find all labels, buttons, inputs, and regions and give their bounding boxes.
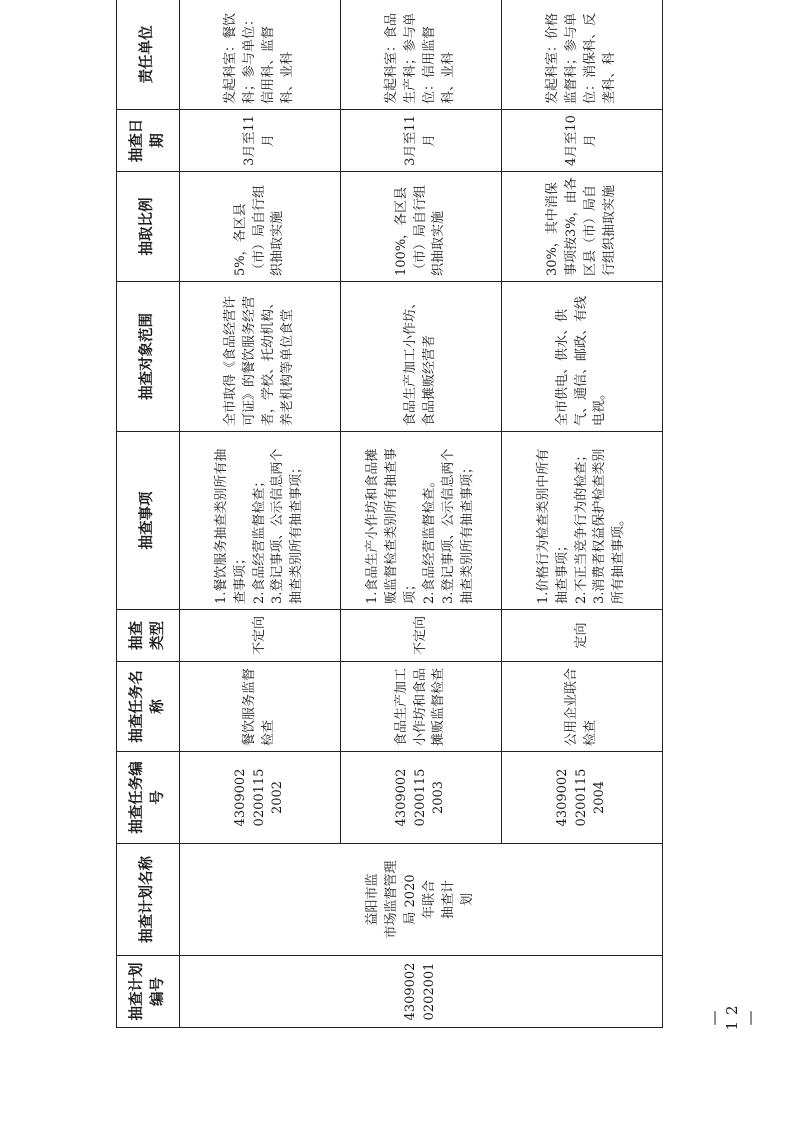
responsible-cell: 发起科室：价格监督科；参与单位：消保科、反垄科、科 — [502, 0, 663, 110]
items-cell — [502, 432, 663, 610]
plan-name-cell: 益阳市监 市场监督管理 局 2020 年联合 抽查计 划 — [180, 844, 663, 956]
header-date: 抽查日期 — [117, 110, 180, 172]
plan-id-cell: 4309002 0202001 — [180, 956, 663, 1028]
responsible-cell: 发起科室：餐饮科；参与单位：信用科、监督科、业科 — [180, 0, 341, 110]
rotated-table-sheet — [116, 12, 636, 1028]
item-line: 1.餐饮服务抽查类别所有抽查事项； — [213, 448, 248, 604]
item-line: 3.登记事项、公示信息两个抽查类别所有抽查事项； — [440, 448, 475, 604]
item-line: 1.价格行为检查类别中所有抽查事项； — [535, 448, 570, 604]
header-task-id: 抽查任务编号 — [117, 752, 180, 844]
type-cell: 不定向 — [180, 610, 341, 662]
task-name-cell: 公用企业联合检查 — [502, 662, 663, 752]
item-line: 2.食品经营监督检查。 — [422, 474, 437, 604]
ratio-cell: 5%，各区县（市）局自行组织抽取实施 — [180, 172, 341, 282]
item-line: 2.不正当竞争行为的检查； — [573, 448, 589, 604]
header-row — [117, 0, 180, 1028]
header-responsible: 责任单位 — [117, 0, 180, 110]
type-cell: 不定向 — [341, 610, 502, 662]
type-cell: 定向 — [502, 610, 663, 662]
header-scope: 抽查对象范围 — [117, 282, 180, 432]
header-items: 抽查事项 — [117, 432, 180, 610]
item-line: 3.登记事项、公示信息两个抽查类别所有抽查事项； — [270, 448, 305, 604]
task-id-cell: 4309002 0200115 2002 — [180, 752, 341, 844]
scope-cell: 全市取得《食品经营许可证》的餐饮服务经营者，学校、托幼机构、养老机构等单位食堂 — [180, 282, 341, 432]
scope-cell: 全市供电、供水、供气、通信、邮政、有线电视。 — [502, 282, 663, 432]
ratio-cell: 100%，各区县（市）局自行组织抽取实施 — [341, 172, 502, 282]
date-cell: 3月至11月 — [341, 110, 502, 172]
responsible-cell: 发起科室：食品生产科；参与单位：信用监督科、业科 — [341, 0, 502, 110]
task-id-cell: 4309002 0200115 2004 — [502, 752, 663, 844]
header-type: 抽查类型 — [117, 610, 180, 662]
ratio-cell: 30%，其中消保事项按3%，由各区县（市）局自行组织抽取实施 — [502, 172, 663, 282]
header-task-name: 抽查任务名称 — [117, 662, 180, 752]
item-line: 1.食品生产小作坊和食品摊贩监督检查类别所有抽查事项； — [365, 447, 419, 604]
task-id-cell: 4309002 0200115 2003 — [341, 752, 502, 844]
table-row — [180, 0, 341, 1028]
items-cell — [180, 432, 341, 610]
item-line: 2.食品经营监督检查； — [251, 474, 267, 604]
items-cell — [341, 432, 502, 610]
date-cell: 4月至10月 — [502, 110, 663, 172]
spot-check-plan-table — [116, 0, 663, 1028]
header-plan-id: 抽查计划编号 — [117, 956, 180, 1028]
header-ratio: 抽取比例 — [117, 172, 180, 282]
page-number: — 12 — — [705, 999, 759, 1031]
date-cell: 3月至11月 — [180, 110, 341, 172]
item-line: 3.消费者权益保护检查类别所有抽查事项。 — [592, 448, 627, 604]
header-plan-name: 抽查计划名称 — [117, 844, 180, 956]
task-name-cell: 食品生产加工小作坊和食品摊贩监督检查 — [341, 662, 502, 752]
scope-cell: 食品生产加工小作坊、食品摊贩经营者 — [341, 282, 502, 432]
task-name-cell: 餐饮服务监督检查 — [180, 662, 341, 752]
